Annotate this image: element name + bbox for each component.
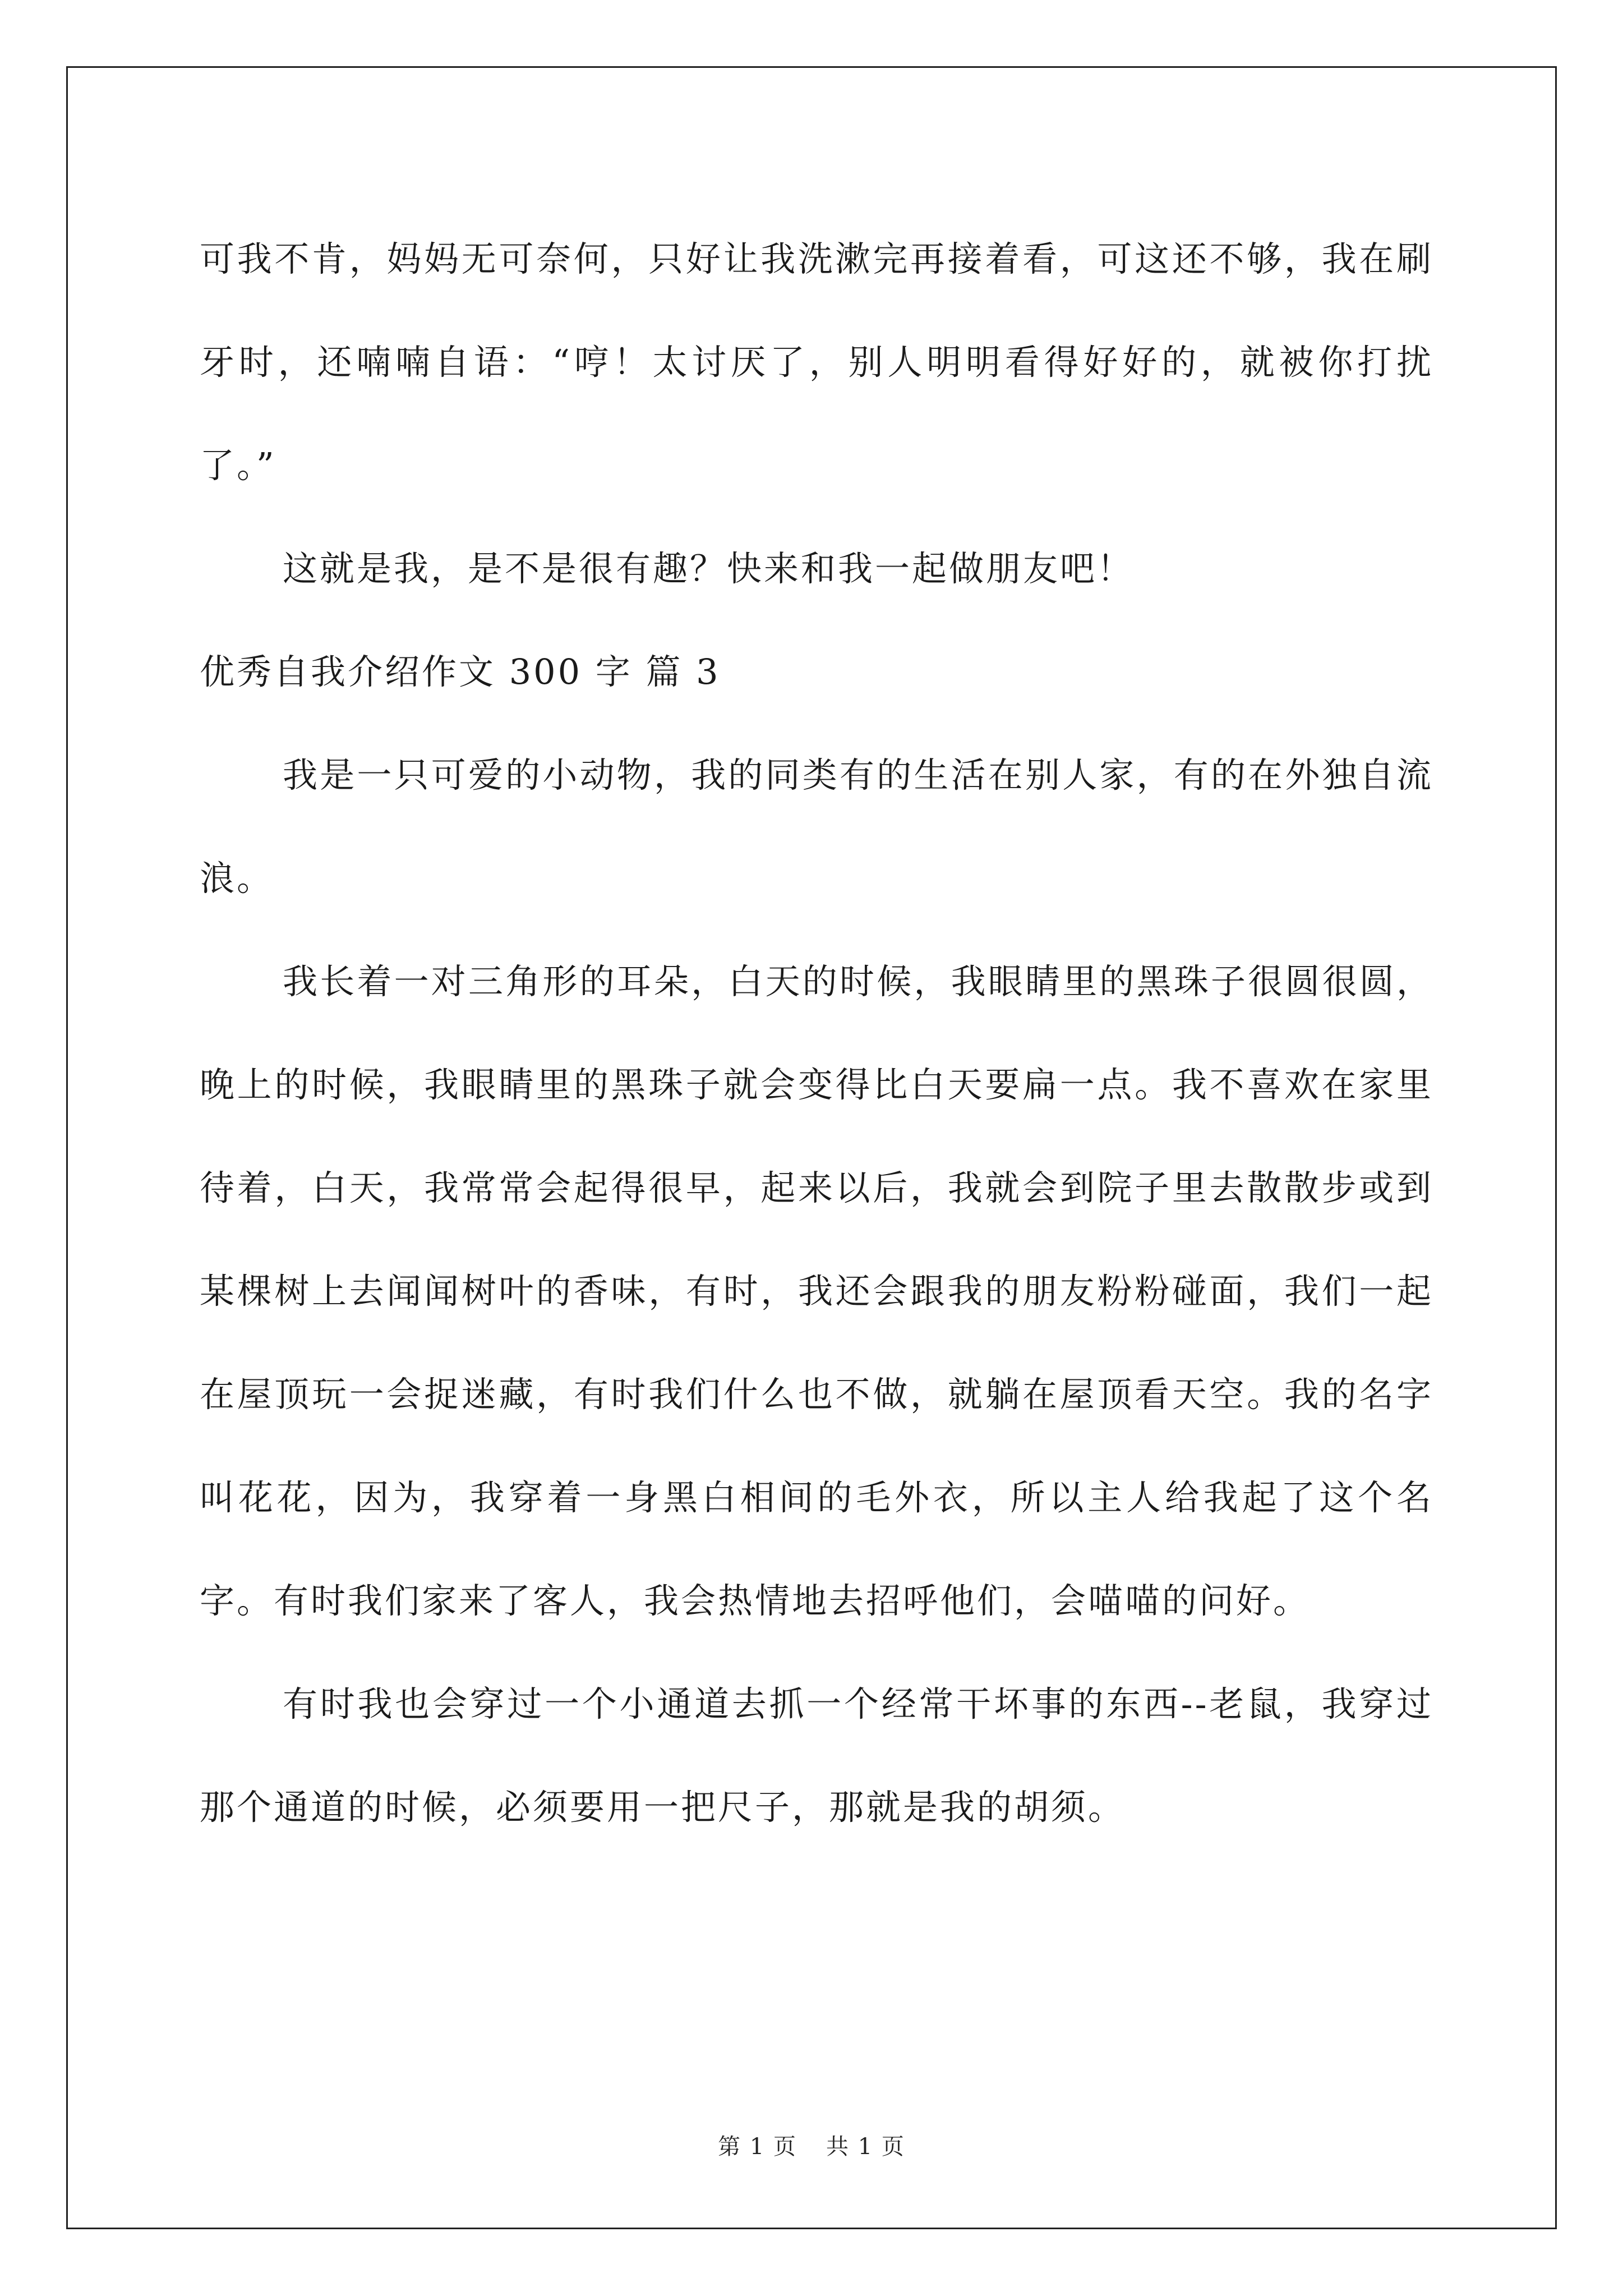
page-footer — [0, 2129, 1623, 2161]
page-total: 共 1 页 — [826, 2134, 905, 2160]
document-body — [200, 208, 1433, 1859]
paragraph-description: 我长着一对三角形的耳朵，白天的时候，我眼睛里的黑珠子很圆很圆，晚上的时候，我眼睛里的黑珠子就会变得比白天要扁一点。我不喜欢在家里待着，白天，我常常会起得很早，起来以后，我就会到院子里去散散步或到某棵树上去闻闻树叶的香味，有时，我还会跟我的朋友粉粉碰面，我们一起在屋顶玩一会捉迷藏，有时我们什么也不做，就躺在屋顶看天空。我的名字叫花花，因为，我穿着一身黑白相间的毛外衣，所以主人给我起了这个名字。有时我们家来了客人，我会热情地去招呼他们，会喵喵的问好。 — [200, 961, 1433, 1621]
paragraph-intro: 我是一只可爱的小动物，我的同类有的生活在别人家，有的在外独自流浪。 — [200, 754, 1433, 899]
page-number: 第 1 页 — [718, 2134, 797, 2160]
paragraph-closing: 这就是我，是不是很有趣？快来和我一起做朋友吧！ — [283, 548, 1135, 589]
section-heading: 优秀自我介绍作文 300 字 篇 3 — [200, 651, 721, 692]
paragraph-whiskers: 有时我也会穿过一个小通道去抓一个经常干坏事的东西--老鼠，我穿过那个通道的时候，必须要用一把尺子，那就是我的胡须。 — [200, 1683, 1433, 1828]
paragraph-continuation: 可我不肯，妈妈无可奈何，只好让我洗漱完再接着看，可这还不够，我在刷牙时，还喃喃自语：“哼！太讨厌了，别人明明看得好好的，就被你打扰了。” — [200, 238, 1433, 486]
